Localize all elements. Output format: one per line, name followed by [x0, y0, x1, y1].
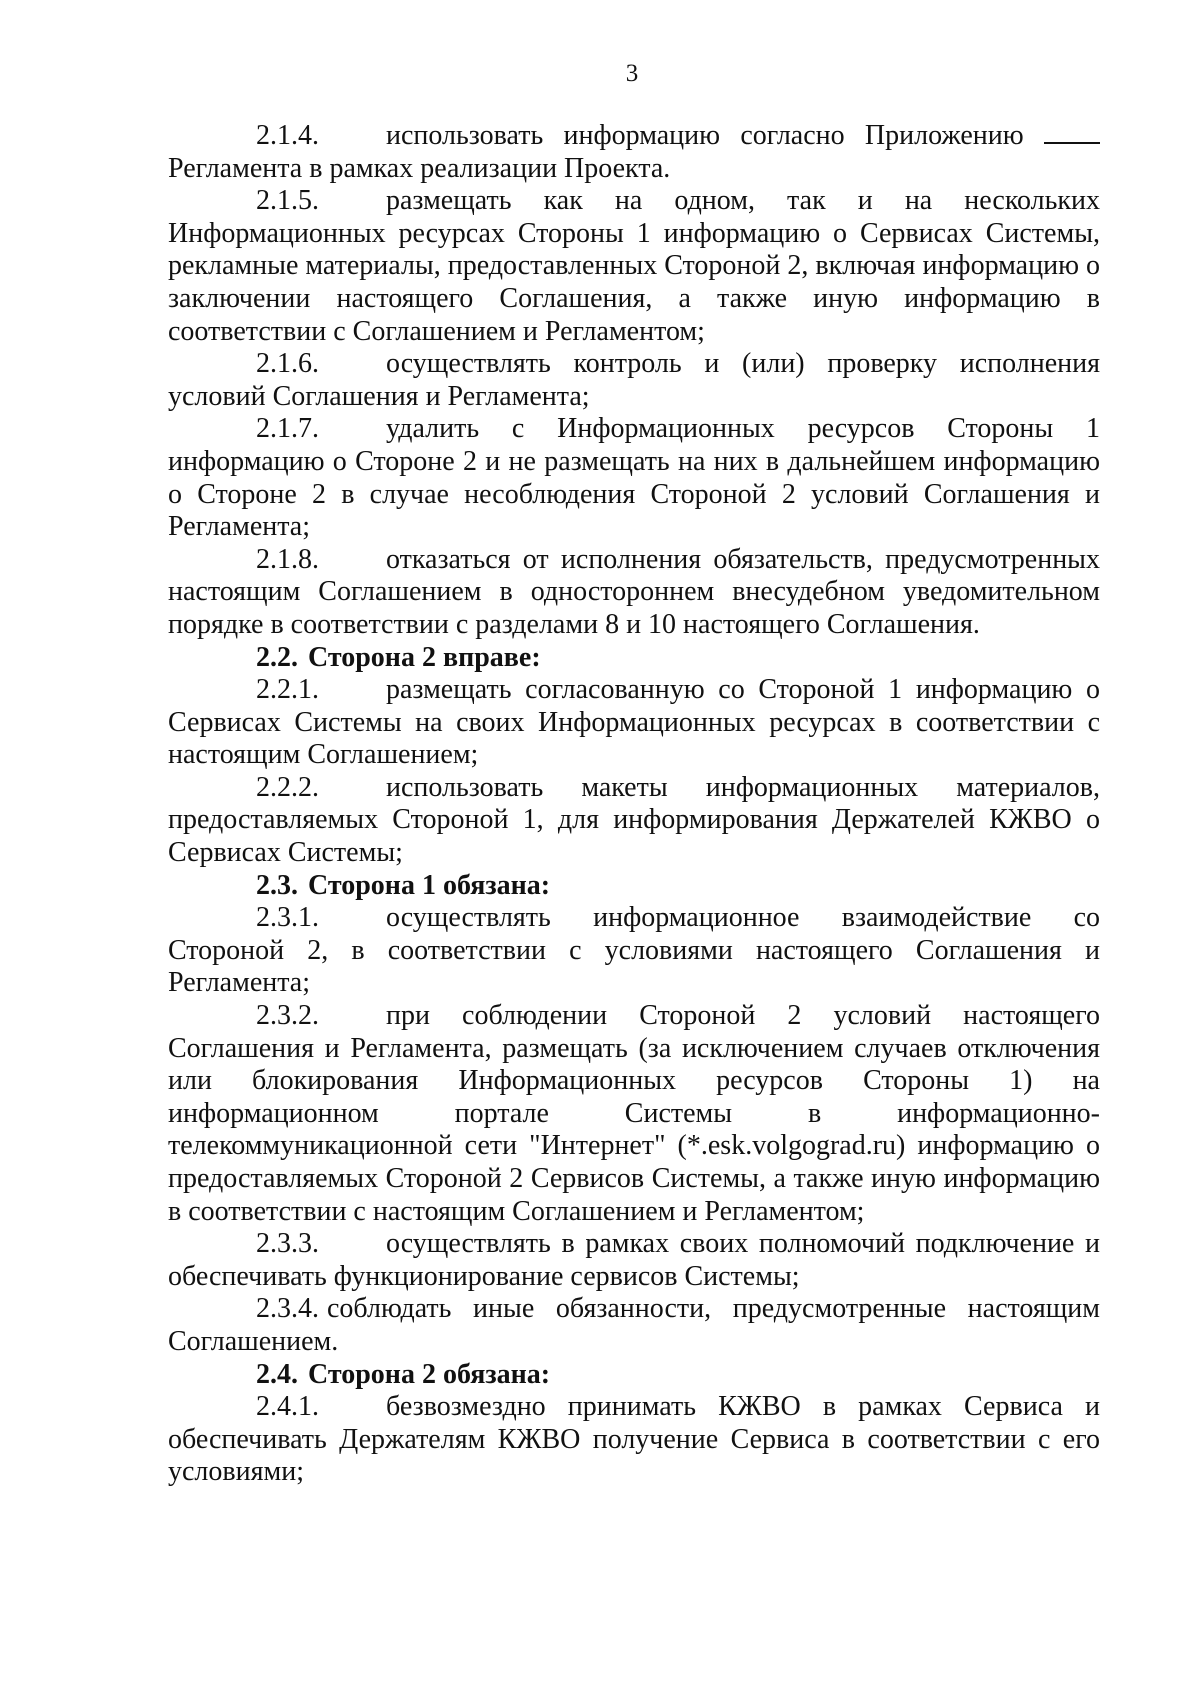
clause-text: использовать информацию согласно Приложению: [386, 120, 1044, 151]
clause-2-1-5: [168, 185, 1100, 348]
clause-2-2-2: [168, 772, 1100, 870]
clause-2-1-8: [168, 544, 1100, 642]
clause-number: 2.1.7.: [256, 413, 319, 445]
clause-2-3-4: [168, 1293, 1100, 1358]
clause-number: 2.4.1.: [256, 1391, 319, 1423]
clause-number: 2.1.6.: [256, 348, 319, 380]
clause-2-2-1: [168, 674, 1100, 772]
blank-line: [1044, 120, 1100, 144]
clause-text: размещать согласованную со Стороной 1 информацию о Сервисах Системы на своих Информационных ресурсах в соответствии с настоящим Соглашением;: [168, 674, 1100, 771]
clause-2-1-6: [168, 348, 1100, 413]
clause-text: удалить с Информационных ресурсов Стороны 1 информацию о Стороне 2 и не размещать на них в дальнейшем информацию о Стороне 2 в случае несоблюдения Стороной 2 условий Соглашения и Регламента;: [168, 413, 1100, 543]
clause-text-tail: Регламента в рамках реализации Проекта.: [168, 152, 671, 184]
section-number: 2.2.: [256, 641, 298, 673]
clause-number: 2.3.4.: [256, 1293, 319, 1325]
clause-2-3-3: [168, 1228, 1100, 1293]
clause-text: использовать макеты информационных материалов, предоставляемых Стороной 1, для информирования Держателей КЖВО о Сервисах Системы;: [168, 771, 1100, 869]
clause-text: отказаться от исполнения обязательств, предусмотренных настоящим Соглашением в одностороннем внесудебном уведомительном порядке в соответствии с разделами 8 и 10 настоящего Соглашения.: [168, 543, 1100, 640]
section-title: Сторона 2 вправе:: [308, 641, 541, 673]
section-title: Сторона 1 обязана:: [308, 869, 551, 901]
clause-number: 2.2.2.: [256, 771, 319, 803]
clause-number: 2.1.8.: [256, 543, 319, 575]
clause-text: осуществлять в рамках своих полномочий подключение и обеспечивать функционирование сервисов Системы;: [168, 1228, 1100, 1292]
clause-text: осуществлять контроль и (или) проверку исполнения условий Соглашения и Регламента;: [168, 348, 1100, 412]
clause-number: 2.1.5.: [256, 185, 319, 217]
section-heading-2-4: [168, 1359, 1100, 1392]
clause-2-3-2: [168, 1000, 1100, 1228]
clause-number: 2.2.1.: [256, 674, 319, 706]
clause-number: 2.3.2.: [256, 1000, 319, 1032]
clause-2-4-1: [168, 1391, 1100, 1489]
clause-text: размещать как на одном, так и на нескольких Информационных ресурсах Стороны 1 информацию о Сервисах Системы, рекламные материалы, предоставленных Стороной 2, включая информацию о заключении настоящего Соглашения, а также иную информацию в соответствии с Соглашением и Регламентом;: [168, 185, 1100, 347]
section-heading-2-2: [168, 642, 1100, 675]
clause-text: при соблюдении Стороной 2 условий настоящего Соглашения и Регламента, размещать (за исключением случаев отключения или блокирования Информационных ресурсов Стороны 1) на информационном портале Системы в информационно-телекоммуникационной сети "Интернет" (*.esk.volgograd.ru) информацию о предоставляемых Стороной 2 Сервисов Системы, а также иную информацию в соответствии с настоящим Соглашением и Регламентом;: [168, 1000, 1100, 1227]
clause-2-1-7: [168, 413, 1100, 543]
clause-text: осуществлять информационное взаимодействие со Стороной 2, в соответствии с условиями настоящего Соглашения и Регламента;: [168, 902, 1100, 999]
clause-number: 2.3.3.: [256, 1228, 319, 1260]
section-heading-2-3: [168, 870, 1100, 903]
document-body: [168, 120, 1100, 1489]
clause-text: соблюдать иные обязанности, предусмотренные настоящим Соглашением.: [168, 1293, 1100, 1357]
clause-2-1-4: [168, 120, 1100, 185]
section-number: 2.4.: [256, 1358, 298, 1390]
clause-text: безвозмездно принимать КЖВО в рамках Сервиса и обеспечивать Держателям КЖВО получение Сервиса в соответствии с его условиями;: [168, 1391, 1100, 1488]
page-number: 3: [625, 60, 639, 87]
clause-number: 2.3.1.: [256, 902, 319, 934]
clause-2-3-1: [168, 902, 1100, 1000]
clause-number: 2.1.4.: [256, 120, 319, 151]
section-title: Сторона 2 обязана:: [308, 1358, 551, 1390]
section-number: 2.3.: [256, 869, 298, 901]
